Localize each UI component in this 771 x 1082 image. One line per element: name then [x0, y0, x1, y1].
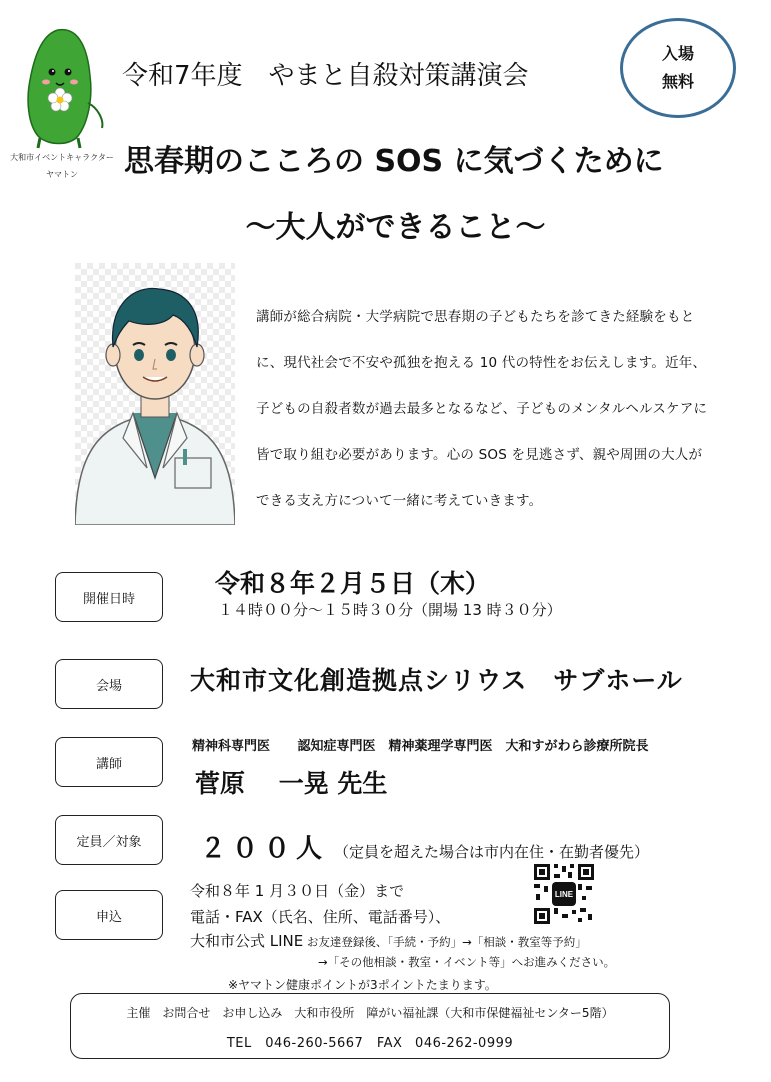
- sub-title: ～大人ができること～: [245, 210, 546, 245]
- doctor-portrait-illustration: [75, 263, 235, 525]
- apply-line-instructions: [190, 930, 587, 951]
- event-time: １４時００分～１５時３０分（開場 13 時３０分）: [218, 601, 562, 619]
- apply-deadline: 令和８年 1 月３０日（金）まで: [190, 882, 405, 900]
- mascot-caption-text: 大和市イベントキャラクター: [10, 153, 114, 162]
- apply-line-steps-2: →「その他相談・教室・イベント等」へお進みください。: [318, 955, 616, 969]
- label-apply: 申込: [55, 890, 163, 940]
- lecturer-name: 菅原 一晃 先生: [195, 769, 388, 798]
- mascot-caption: [4, 152, 120, 180]
- capacity: [200, 828, 649, 865]
- contact-footer: [70, 993, 670, 1059]
- mascot-yamaton-illustration: [18, 28, 108, 150]
- event-title: 令和7年度 やまと自殺対策講演会: [122, 61, 529, 91]
- capacity-note: （定員を超えた場合は市内在住・在勤者優先）: [334, 843, 650, 861]
- apply-line-steps: お友達登録後、「手続・予約」→「相談・教室等予約」: [303, 935, 587, 949]
- description-line: できる支え方について一緒に考えていきます。: [256, 493, 543, 509]
- badge-line-2: 無料: [661, 72, 694, 91]
- label-capacity: 定員／対象: [55, 815, 163, 865]
- apply-method: 電話・FAX（氏名、住所、電話番号）、: [190, 908, 451, 926]
- description-line: 子どもの自殺者数が過去最多となるなど、子どものメンタルヘルスケアに: [256, 401, 708, 417]
- description-line: 皆で取り組む必要があります。心の SOS を見逃さず、親や周囲の大人が: [256, 447, 703, 463]
- badge-line-1: 入場: [661, 44, 694, 63]
- mascot-name: ヤマトン: [46, 170, 78, 179]
- venue-name: 大和市文化創造拠点シリウス サブホール: [190, 666, 683, 695]
- event-date: 令和８年２月５日（木）: [215, 569, 491, 598]
- description-line: 講師が総合病院・大学病院で思春期の子どもたちを診てきた経験をもと: [256, 309, 695, 325]
- phone-fax: TEL 046-260-5667 FAX 046-262-0999: [226, 1036, 514, 1051]
- line-qr-code[interactable]: [532, 862, 596, 926]
- health-points-note: ※ヤマトン健康ポイントが3ポイントたまります。: [228, 978, 497, 992]
- organizer-info: 主催 お問合せ お申し込み 大和市役所 障がい福祉課（大和市保健福祉センター5階）: [126, 1006, 614, 1020]
- apply-line-main: 大和市公式 LINE: [190, 932, 304, 950]
- free-admission-badge: [620, 18, 736, 118]
- label-venue: 会場: [55, 659, 163, 709]
- qr-line-label: LINE: [554, 890, 574, 899]
- label-lecturer: 講師: [55, 737, 163, 787]
- capacity-number: ２００人: [200, 834, 329, 864]
- label-date: 開催日時: [55, 572, 163, 622]
- lecturer-credentials: 精神科専門医 認知症専門医 精神薬理学専門医 大和すがわら診療所院長: [192, 739, 649, 754]
- description: [256, 294, 736, 524]
- description-line: に、現代社会で不安や孤独を抱える 10 代の特性をお伝えします。近年、: [256, 355, 707, 371]
- main-title: 思春期のこころの SOS に気づくために: [124, 144, 664, 179]
